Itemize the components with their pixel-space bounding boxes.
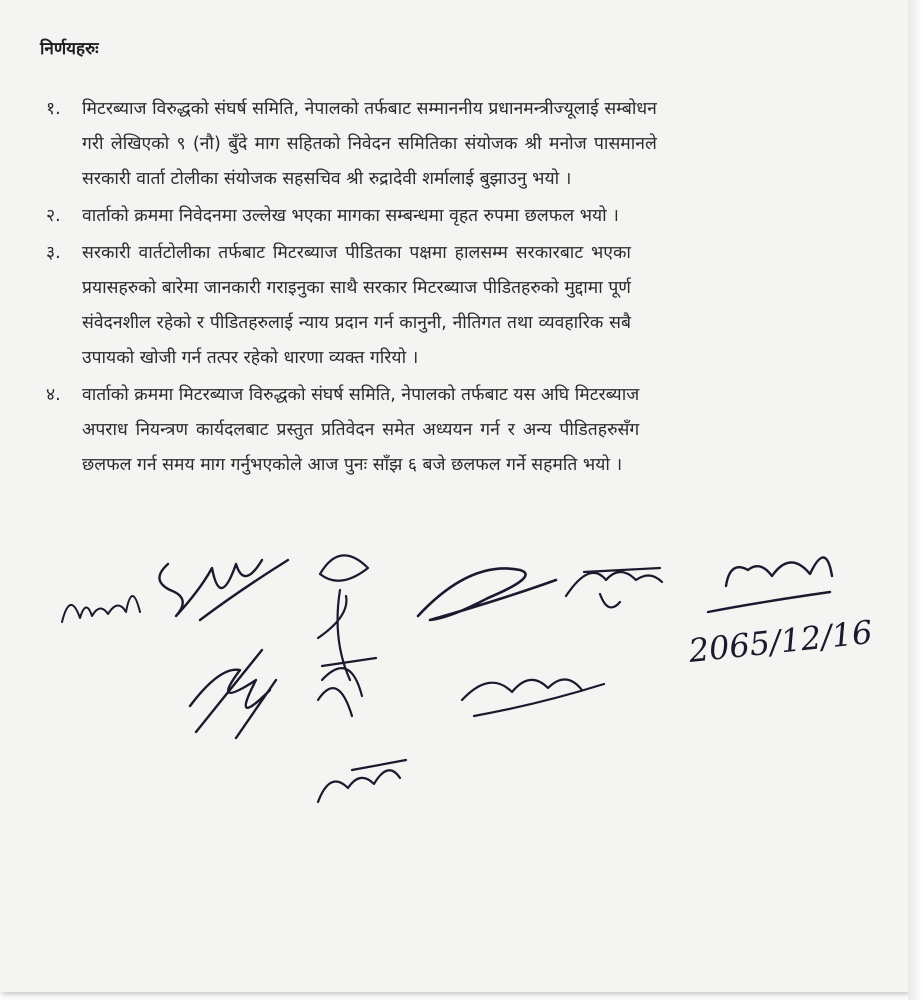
text-line: वार्ताको क्रममा मिटरब्याज विरुद्धको संघर्ष समिति, नेपालको तर्फबाट यस अघि मिटरब्याज [82, 385, 640, 405]
decision-item-1 [46, 92, 861, 197]
signatures-area [0, 520, 908, 820]
text-line: वार्ताको क्रममा निवेदनमा उल्लेख भएका मागका सम्बन्धमा वृहत रुपमा छलफल भयो । [82, 206, 619, 226]
decision-item-2 [46, 199, 861, 234]
text-line: प्रयासहरुको बारेमा जानकारी गराइनुका साथै सरकार मिटरब्याज पीडितहरुको मुद्दामा पूर्ण [82, 278, 631, 298]
signature-10 [318, 760, 406, 802]
page-edge [908, 0, 923, 1000]
text-line: अपराध नियन्त्रण कार्यदलबाट प्रस्तुत प्रतिवेदन समेत अध्ययन गर्न र अन्य पीडितहरुसँग [82, 420, 640, 440]
signature-6 [708, 557, 832, 612]
text-line: छलफल गर्न समय माग गर्नुभएकोले आज पुनः साँझ ६ बजे छलफल गर्ने सहमति भयो । [82, 455, 623, 475]
text-line: सरकारी वार्ता टोलीका संयोजक सहसचिव श्री रुद्रादेवी शर्मालाई बुझाउनु भयो । [82, 169, 572, 189]
signature-8 [318, 658, 376, 716]
signature-2 [159, 560, 288, 620]
item-text [82, 378, 639, 483]
text-line: उपायको खोजी गर्न तत्पर रहेको धारणा व्यक्त गरियो । [82, 348, 419, 368]
handwritten-date: 2065/12/16 [686, 612, 875, 670]
text-line: गरी लेखिएको ९ (नौ) बुँदे माग सहितको निवेदन समितिका संयोजक श्री मनोज पासमानले [82, 134, 657, 154]
decisions-heading: निर्णयहरुः [40, 39, 99, 59]
signature-7 [190, 650, 276, 738]
item-number: २. [46, 206, 61, 226]
text-line: संवेदनशील रहेको र पीडितहरुलाई न्याय प्रदान गर्न कानुनी, नीतिगत तथा व्यवहारिक सबै [82, 313, 631, 333]
decision-item-4 [46, 378, 861, 483]
item-text [82, 236, 631, 376]
item-number: १. [46, 99, 61, 119]
decision-item-3 [46, 236, 861, 376]
signature-5 [566, 568, 662, 607]
signature-9 [462, 679, 604, 716]
item-text [82, 199, 619, 234]
signature-4 [418, 568, 556, 620]
signature-1 [62, 596, 140, 622]
decisions-list [46, 92, 861, 485]
item-text [82, 92, 657, 197]
item-number: ३. [46, 243, 61, 263]
text-line: मिटरब्याज विरुद्धको संघर्ष समिति, नेपालको तर्फबाट सम्माननीय प्रधानमन्त्रीज्यूलाई सम्बोधन [82, 99, 657, 119]
text-line: सरकारी वार्तटोलीका तर्फबाट मिटरब्याज पीडितका पक्षमा हालसम्म सरकारबाट भएका [82, 243, 631, 263]
item-number: ४. [46, 385, 61, 405]
